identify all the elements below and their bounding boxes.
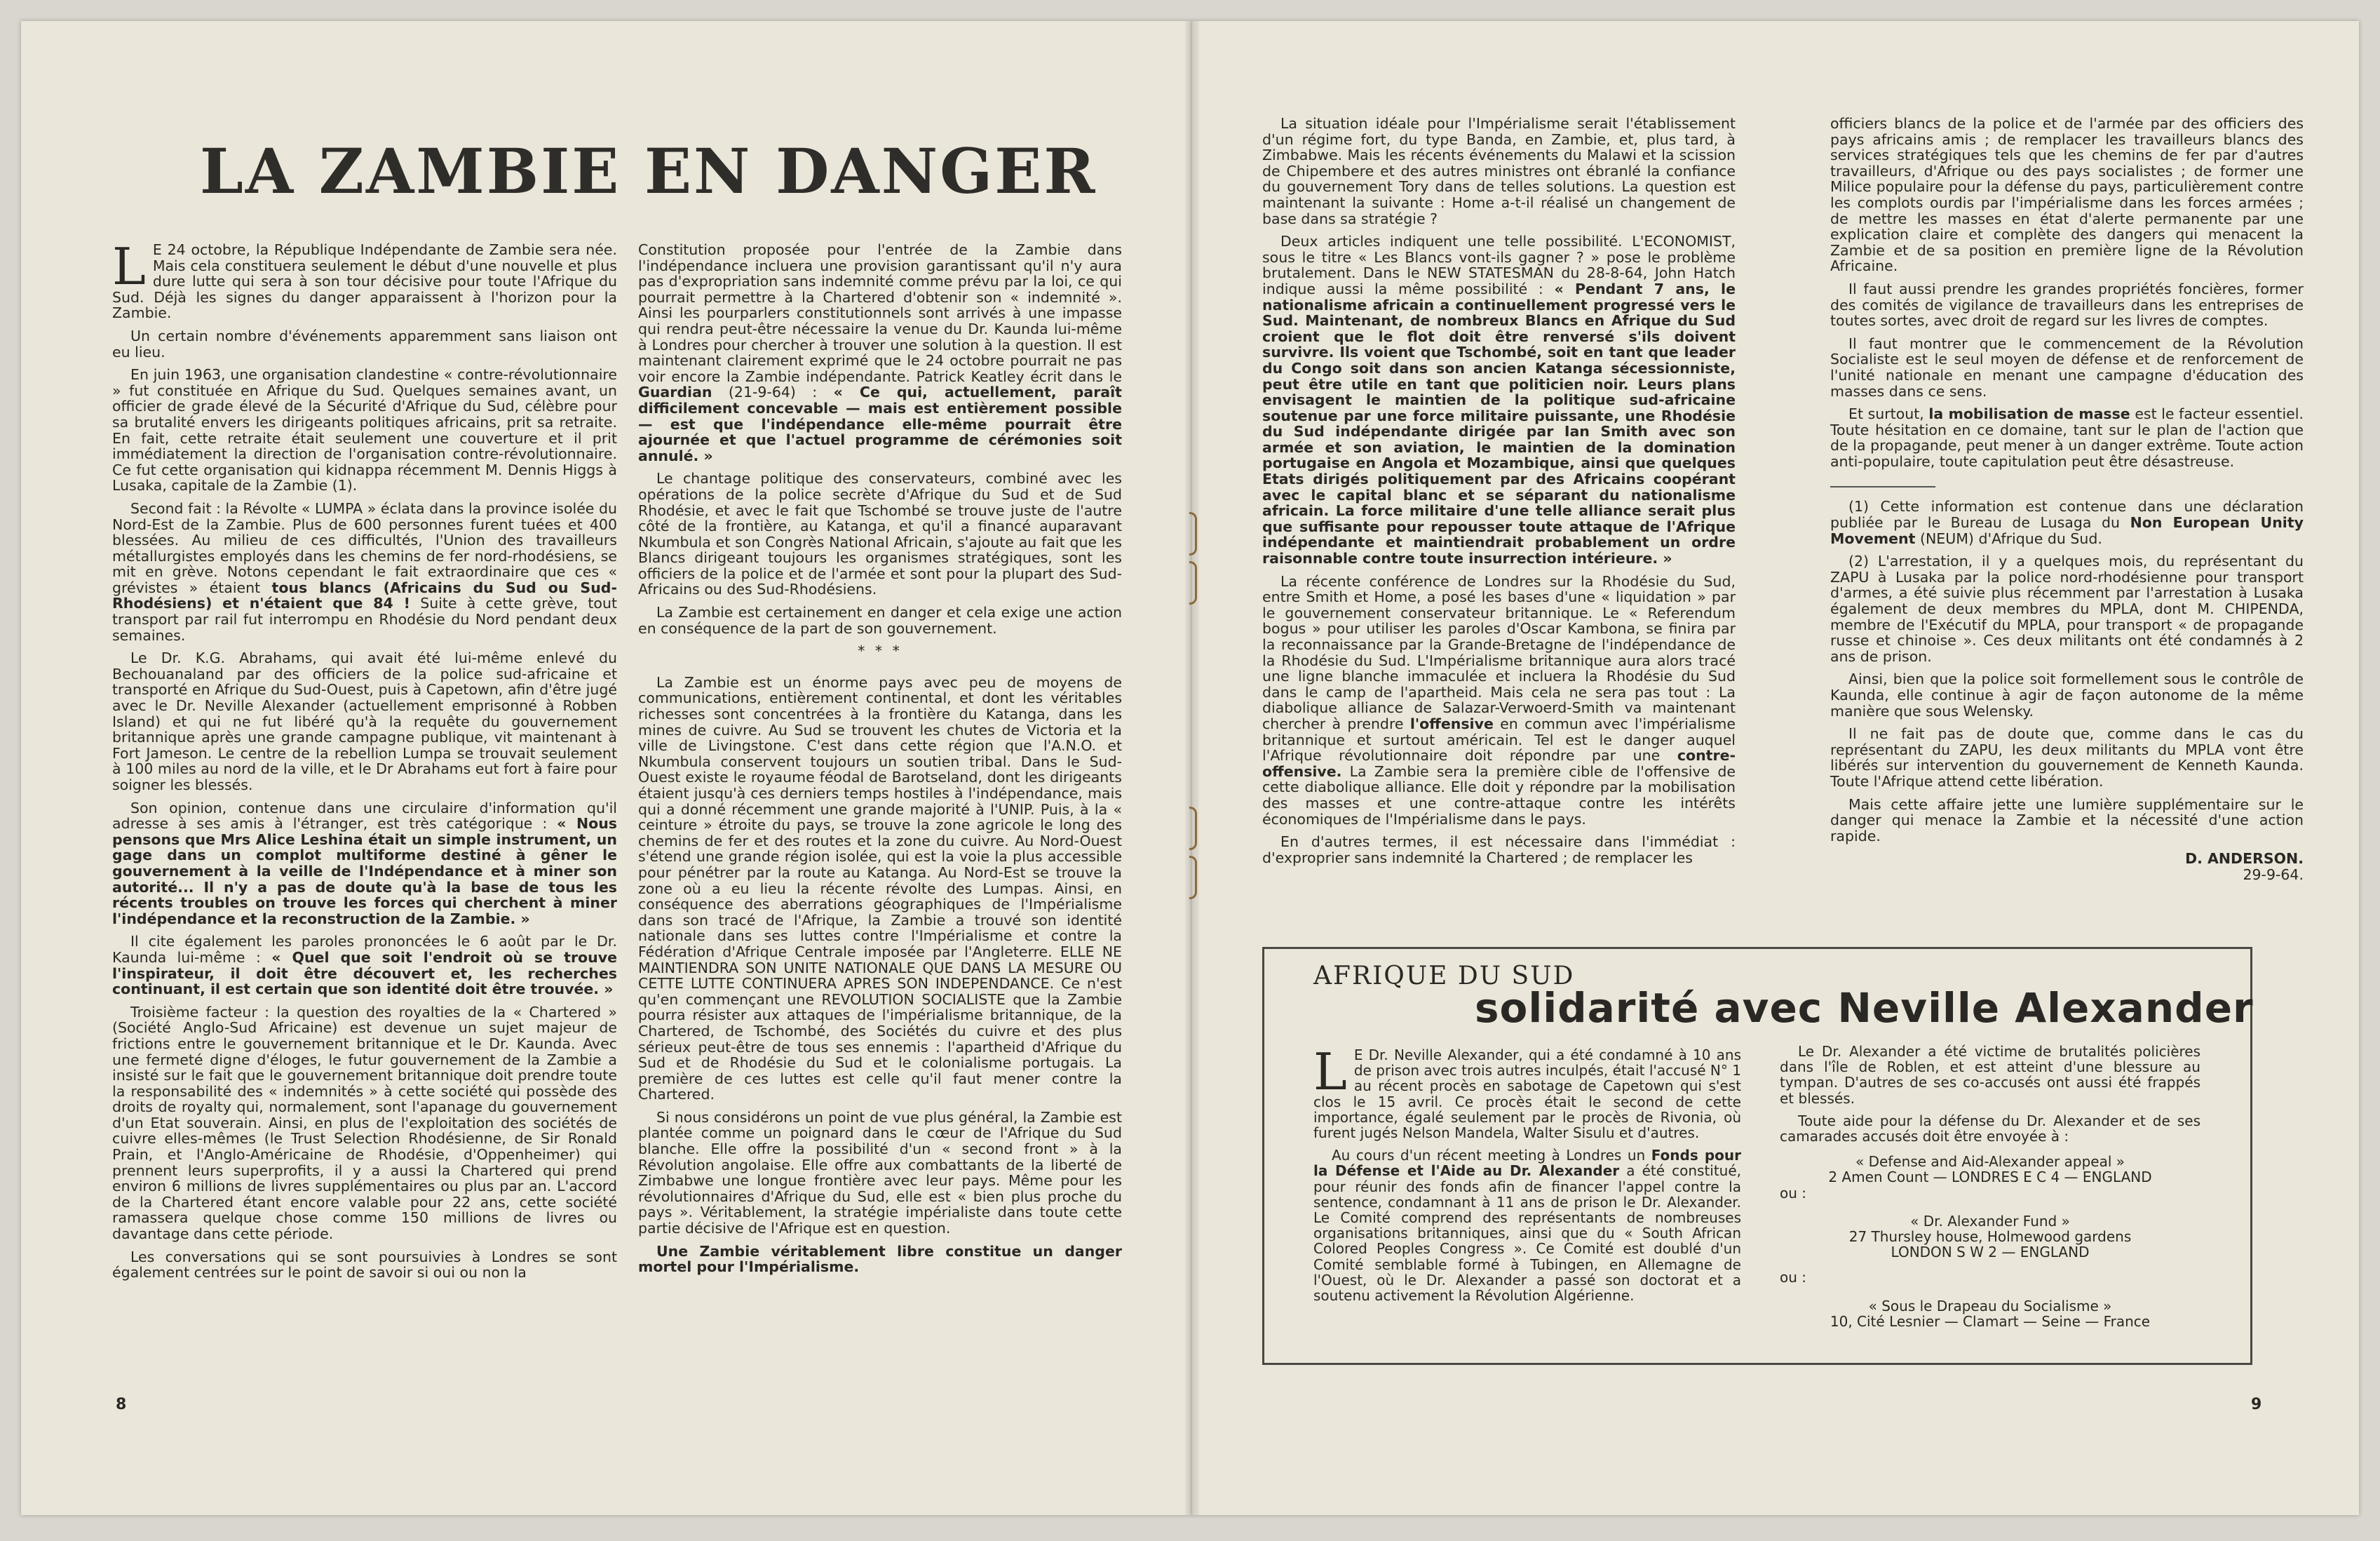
binding-gutter: [1185, 21, 1199, 1515]
paragraph: En juin 1963, une organisation clandestine « contre-révolutionnaire » fut constituée en Afrique du Sud. Quelques semaines avant, un officier de grade élevé de la Sécurité d'Afrique du Sud, célèbre pour sa brutalité envers les dirigeants politiques africains, prit sa retraite. En fait, cette retraite était seulement une couverture et il prit immédiatement la direction de l'organisation contre-révolutionnaire. Ce fut cette organisation qui kidnappa récemment M. Dennis Higgs à Lusaka, capitale de la Zambie (1).: [112, 366, 617, 494]
staple: [1189, 512, 1197, 556]
footnote: Mais cette affaire jette une lumière supplémentaire sur le danger qui menace la Zambie et la nécessité d'une action rapide.: [1830, 795, 2304, 844]
box-headline: solidarité avec Neville Alexander: [1475, 984, 2254, 1032]
paragraph: L E 24 octobre, la République Indépendante de Zambie sera née. Mais cela constituera seulement le début d'une nouvelle et plus dure lutte qui sera à son tour décisive pour toute l'Afrique du Sud. Déjà les signes du danger apparaissent à l'horizon pour la Zambie.: [112, 237, 617, 322]
column-1: [112, 237, 617, 1288]
paragraph: Deux articles indiquent une telle possibilité. L'ECONOMIST, sous le titre « Les Blancs vont-ils gagner ? » pose le problème brutalement. Dans le NEW STATESMAN du 28-8-64, John Hatch indique aussi la même possibilité : « Pendant 7 ans, le nationalisme africain a continuellement progressé vers le Sud. Maintenant, de nombreux Blancs en Afrique du Sud croient que le flot doit être renversé s'ils doivent survivre. Ils voient que Tschombé, soit en tant que leader du Congo soit dans son ancien Katanga sécessionniste, peut être utile en tant que politicien noir. Leurs plans envisagent le maintien de la politique sud-africaine soutenue par une force militaire puissante, une Rhodésie du Sud indépendante dirigée par Ian Smith avec son armée et son aviation, le maintien de la domination portugaise en Angola et Mozambique, ainsi que quelques Etats dirigés politiquement par des Africains coopérant avec le capital blanc et se séparant du nationalisme africain. La force militaire d'une telle alliance serait plus que suffisante pour repousser toute attaque de l'Afrique indépendante et maintiendrait probablement un ordre raisonnable contre toute insurrection intérieure. »: [1262, 233, 1736, 567]
column-4: [1830, 116, 2304, 890]
paragraph: Il faut aussi prendre les grandes propriétés foncières, former des comités de vigilance de travailleurs dans les entreprises de toutes sortes, avec droit de regard sur les livres de comptes.: [1830, 280, 2304, 330]
paragraph: Second fait : la Révolte « LUMPA » éclata dans la province isolée du Nord-Est de la Zambie. Plus de 600 personnes furent tuées et 400 blessées. Au milieu de ces difficultés, l'Union des travailleurs métallurgistes employés dans les chemins de fer nord-rhodésiens, se mit en grève. Notons cependant le fait extraordinaire que ces « grévistes » étaient tous blancs (Africains du Sud ou Sud-Rhodésiens) et n'étaient que 84 ! Suite à cette grève, tout transport par rail fut interrompu en Rhodésie du Nord pendant deux semaines.: [112, 499, 617, 644]
paragraph: Un certain nombre d'événements apparemment sans liaison ont eu lieu.: [112, 327, 617, 361]
drop-cap: L: [1313, 1042, 1347, 1101]
page-number: 9: [2251, 1396, 2262, 1413]
boxed-article: [1262, 947, 2252, 1365]
author-signature: D. ANDERSON.: [2185, 850, 2304, 868]
paragraph: Si nous considérons un point de vue plus général, la Zambie est plantée comme un poignard dans le cœur de l'Afrique du Sud blanche. Elle offre la possibilité d'un « second front » à la Révolution angolaise. Elle offre aux combattants de la liberté de Zimbabwe une longue frontière avec leur pays. Même pour les révolutionnaires d'Afrique du Sud, elle est « bien plus proche du pays ». Véritablement, la stratégie impérialiste dans toute cette partie décisive de l'Afrique est en question.: [638, 1108, 1122, 1237]
paragraph: En d'autres termes, il est nécessaire dans l'immédiat : d'exproprier sans indemnité la Chartered ; de remplacer les: [1262, 833, 1736, 866]
column-2: [638, 242, 1122, 1282]
footnote: Ainsi, bien que la police soit formellement sous le contrôle de Kaunda, elle continue à agir de façon autonome de la même manière que sous Welensky.: [1830, 671, 2304, 720]
address-line: 27 Thursley house, Holmewood gardens: [1848, 1228, 2132, 1246]
paragraph: L E Dr. Neville Alexander, qui a été condamné à 10 ans de prison avec trois autres inculpés, était l'accusé N° 1 au récent procès en sabotage de Capetown qui s'est clos le 15 avril. Ce procès était le second de cette importance, égalé seulement par le procès de Rivonia, où furent jugés Nelson Mandela, Walter Sisulu et d'autres.: [1313, 1042, 1741, 1142]
footnote-divider: [1830, 486, 1935, 487]
footnote: (2) L'arrestation, il y a quelques mois, du représentant du ZAPU à Lusaka par la police nord-rhodésienne pour transport d'armes, a été suivie plus récemment par l'arrestation à Lusaka également de deux membres du MPLA, dont M. CHIPENDA, membre de l'Exécutif du MPLA, pour transport « de propagande russe et chinoise ». Ces deux militants ont été condamnés à 2 ans de prison.: [1830, 553, 2304, 665]
staple: [1189, 561, 1197, 605]
box-column-right: [1780, 1044, 2200, 1329]
address-line: 2 Amen Count — LONDRES E C 4 — ENGLAND: [1828, 1169, 2152, 1186]
paragraph: Le Dr. K.G. Abrahams, qui avait été lui-même enlevé du Bechouanaland par des officiers de la police sud-africaine et transporté en Afrique du Sud-Ouest, puis à Capetown, afin d'être jugé avec le Dr. Neville Alexander (actuellement emprisonné à Robben Island) et qui ne fut libéré qu'à la requête du gouvernement britannique après une grande campagne publique, vit maintenant à Fort Jameson. Le centre de la rebellion Lumpa se trouvait seulement à 100 miles au nord de la ville, et le Dr Abrahams eut fort à faire pour soigner les blessés.: [112, 650, 617, 793]
footnote: (1) Cette information est contenue dans une déclaration publiée par le Bureau de Lusaga du Non European Unity Movement (NEUM) d'Afrique du Sud.: [1830, 498, 2304, 547]
staple: [1189, 856, 1197, 899]
paragraph: Une Zambie véritablement libre constitue un danger mortel pour l'Impérialisme.: [638, 1242, 1122, 1276]
paragraph: officiers blancs de la police et de l'armée par des officiers des pays africains amis ; de remplacer les travailleurs blancs des services stratégiques tels que les chemins de fer par d'autres travailleurs, d'Afrique ou des pays socialistes ; de former une Milice populaire pour la défense du pays, particulièrement contre les complots ourdis par l'impérialisme dans les forces armées ; de mettre les masses en état d'alerte permanente par une explication claire et complète des dangers qui menacent la Zambie et de sa position en première ligne de la Révolution Africaine.: [1830, 115, 2304, 275]
paragraph: Toute aide pour la défense du Dr. Alexander et de ses camarades accusés doit être envoyée à :: [1780, 1112, 2200, 1145]
paragraph: La récente conférence de Londres sur la Rhodésie du Sud, entre Smith et Home, a posé les bases d'une « liquidation » par le gouvernement conservateur britannique. Le « Referendum bogus » pour utiliser les paroles d'Oscar Kambona, se finira par la reconnaissance par la Grande-Bretagne de l'indépendance de la Rhodésie du Sud. L'Impérialisme britannique aura alors tracé une ligne blanche immaculée et incluera la Rhodésie du Sud dans le camp de l'apartheid. Mais cela ne sera pas tout : La diabolique alliance de Salazar-Verwoerd-Smith va maintenant chercher à prendre l'offensive en commun avec l'impérialisme britannique et surtout américain. Tel est le danger auquel l'Afrique révolutionnaire doit répondre par une contre-offensive. La Zambie sera la première cible de l'offensive de cette diabolique alliance. Elle doit y répondre par la mobilisation des masses et une contre-attaque contre les intérêts économiques de l'Impérialisme dans le pays.: [1262, 572, 1736, 828]
box-column-left: [1313, 1042, 1742, 1310]
drop-cap: L: [112, 237, 146, 296]
paragraph: Son opinion, contenue dans une circulaire d'information qu'il adresse à ses amis à l'étranger, est très catégorique : « Nous pensons que Mrs Alice Leshina était un simple instrument, un gage dans un complot multiforme destiné à gêner le gouvernement à la veille de l'Indépendance et à miner son autorité... Il n'y a pas de doute qu'à la base de tous les récents troubles on trouve les forces qui cherchent à miner l'indépendance et la reconstruction de la Zambie. »: [112, 799, 617, 927]
paragraph: Le Dr. Alexander a été victime de brutalités policières dans l'île de Roblen, et est atteint d'une blessure au tympan. D'autres de ses co-accusés ont aussi été frappés et blessés.: [1780, 1043, 2200, 1107]
column-3: [1262, 116, 1736, 873]
paragraph: Il cite également les paroles prononcées le 6 août par le Dr. Kaunda lui-même : « Quel que soit l'endroit où se trouve l'inspirateur, il doit être découvert et, les recherches continuant, il est certain que son identité doit être trouvée. »: [112, 933, 617, 998]
address-name: « Sous le Drapeau du Socialisme »: [1868, 1297, 2112, 1314]
address-name: « Dr. Alexander Fund »: [1910, 1212, 2070, 1230]
page-number: 8: [116, 1396, 127, 1413]
address-name: « Defense and Aid-Alexander appeal »: [1855, 1153, 2125, 1171]
left-page: [21, 21, 1192, 1515]
paragraph: Constitution proposée pour l'entrée de la Zambie dans l'indépendance incluera une provision garantissant qu'il n'y aura pas d'expropriation sans indemnité comme prévu par la loi, ce qui pourrait permettre à la Chartered d'obtenir son « indemnité ». Ainsi les pourparlers constitutionnels sont arrivés à une impasse qui rendra peut-être nécessaire la venue du Dr. Kaunda lui-même à Londres pour chercher à trouver une solution à la question. Il est maintenant clairement exprimé que le 24 octobre pourrait ne pas voir encore la Zambie indépendante. Patrick Keatley écrit dans le Guardian (21-9-64) : « Ce qui, actuellement, paraît difficilement concevable — mais est entièrement possible — est que l'indépendance elle-même pourrait être ajournée et que l'actuel programme de cérémonies soit annulé. »: [638, 241, 1122, 464]
footnote: Il ne fait pas de doute que, comme dans le cas du représentant du ZAPU, les deux militants du MPLA vont être libérés sur intervention du gouvernement de Kenneth Kaunda. Toute l'Afrique attend cette libération.: [1830, 725, 2304, 790]
paragraph: Troisième facteur : la question des royalties de la « Chartered » (Société Anglo-Sud Africaine) est devenue un sujet majeur de frictions entre le gouvernement britannique et le Dr. Kaunda. Avec une fermeté digne d'éloges, le futur gouvernement de la Zambie a insisté sur le fait que le gouvernement britannique doit prendre toute la responsabilité des « indemnités » à cette société qui possède des droits de royalty qui, normalement, sont l'apanage du gouvernement d'un Etat souverain. Ainsi, en plus de l'exploitation des sociétés de cuivre elles-mêmes (le Trust Selection Rhodésienne, de Sir Ronald Prain, et l'Anglo-Américaine de Rhodésie, d'Oppenheimer) qui prennent leurs superprofits, il y a aussi la Chartered qui prend environ 6 millions de livres supplémentaires ou plus par an. L'accord de la Chartered étant encore valable pour 22 ans, cette société ramassera quelque chose comme 150 millions de livres ou davantage dans cette période.: [112, 1003, 617, 1243]
paragraph: Les conversations qui se sont poursuivies à Londres se sont également centrées sur le point de savoir si oui ou non la: [112, 1248, 617, 1281]
paragraph: Le chantage politique des conservateurs, combiné avec les opérations de la police secrète d'Afrique du Sud et de Sud Rhodésie, et avec le fait que Tschombé se trouve juste de l'autre côté de la frontière, au Katanga, et qu'il a financé auparavant Nkumbula et son Congrès National Africain, s'ajoute au fait que les Blancs dirigeant toujours les organismes stratégiques, sont les officiers de la police et de l'armée et sont pour la plupart des Sud-Africains ou des Sud-Rhodésiens.: [638, 470, 1122, 598]
signature-date: 29-9-64.: [2243, 866, 2304, 883]
address-line: 10, Cité Lesnier — Clamart — Seine — France: [1830, 1312, 2151, 1330]
section-separator: * * *: [858, 642, 902, 660]
or-label: ou :: [1780, 1269, 1807, 1286]
paragraph: Au cours d'un récent meeting à Londres un Fonds pour la Défense et l'Aide au Dr. Alexander a été constitué, pour réunir des fonds afin de financer l'appel contre la sentence, condamnant à 11 ans de prison le Dr. Alexander. Le Comité comprend des représentants de nombreuses organisations britanniques, ainsi que du « South African Colored Peoples Congress ». Ce Comité est doublé d'un Comité semblable formé à Tubingen, en Allemagne de l'Ouest, où le Dr. Alexander a passé son doctorat et a soutenu activement la Révolution Algérienne.: [1313, 1147, 1742, 1305]
address-line: LONDON S W 2 — ENGLAND: [1891, 1244, 2090, 1261]
staple: [1189, 807, 1197, 850]
paragraph: La Zambie est certainement en danger et cela exige une action en conséquence de la part de son gouvernement.: [638, 604, 1122, 637]
paragraph: Et surtout, la mobilisation de masse est le facteur essentiel. Toute hésitation en ce domaine, tant sur le plan de l'action que de la propagande, peut mener à un danger extrême. Toute action anti-populaire, toute capitulation peut être désastreuse.: [1830, 405, 2304, 470]
paragraph: Il faut montrer que le commencement de la Révolution Socialiste est le seul moyen de défense et de renforcement de l'unité nationale en menant une campagne d'éducation des masses dans ce sens.: [1830, 335, 2304, 400]
article-title: LA ZAMBIE EN DANGER: [200, 135, 1097, 208]
or-label: ou :: [1780, 1184, 1807, 1202]
paragraph: La Zambie est un énorme pays avec peu de moyens de communications, entièrement continental, et dont les véritables richesses sont concentrées à la frontière du Katanga, dans les mines de cuivre. Au Sud se trouvent les chutes de Victoria et la ville de Livingstone. C'est dans cette région que l'A.N.O. et Nkumbula conservent toujours un soutien tribal. Dans le Sud-Ouest existe le royaume féodal de Barotseland, dont les dirigeants étaient jusqu'à ces derniers temps hostiles à l'indépendance, mais qui a donné récemment une grande majorité à l'UNIP. Puis, à la « ceinture » étroite du pays, se trouve la zone agricole le long des chemins de fer et des routes et la zone du cuivre. Au Nord-Ouest s'étend une grande région isolée, qui est la voie la plus accessible pour pénétrer par la route au Katanga. Au Nord-Est se trouve la zone où a eu lieu la récente révolte des Lumpas. Ainsi, en conséquence des aberrations géographiques de l'Impérialisme dans son tracé de l'Afrique, la Zambie a trouvé son identité nationale dans ses luttes contre l'Impérialisme et contre la Fédération d'Afrique Centrale imposée par l'Angleterre. ELLE NE MAINTIENDRA SON UNITE NATIONALE QUE DANS LA MESURE OU CETTE LUTTE CONTINUERA APRES SON INDEPENDANCE. Ce n'est qu'en commençant une REVOLUTION SOCIALISTE que la Zambie pourra résister aux attaques de l'impérialisme britannique, de la Chartered, de Tschombé, des Sociétés du cuivre et des plus sérieux peut-être de tous ses ennemis : l'apartheid d'Afrique du Sud et de Rhodésie du Sud et le colonialisme portugais. La première de ces luttes est celle qu'il faut mener contre la Chartered.: [638, 673, 1122, 1103]
paragraph: La situation idéale pour l'Impérialisme serait l'établissement d'un régime fort, du type Banda, en Zambie, et, plus tard, à Zimbabwe. Mais les récents événements du Malawi et la scission de Chipembere et des autres ministres ont ébranlé la confiance du gouvernement Tory dans de telles solutions. La question est maintenant la suivante : Home a-t-il réalisé un changement de base dans sa stratégie ?: [1262, 115, 1736, 227]
box-kicker: AFRIQUE DU SUD: [1313, 962, 1575, 990]
